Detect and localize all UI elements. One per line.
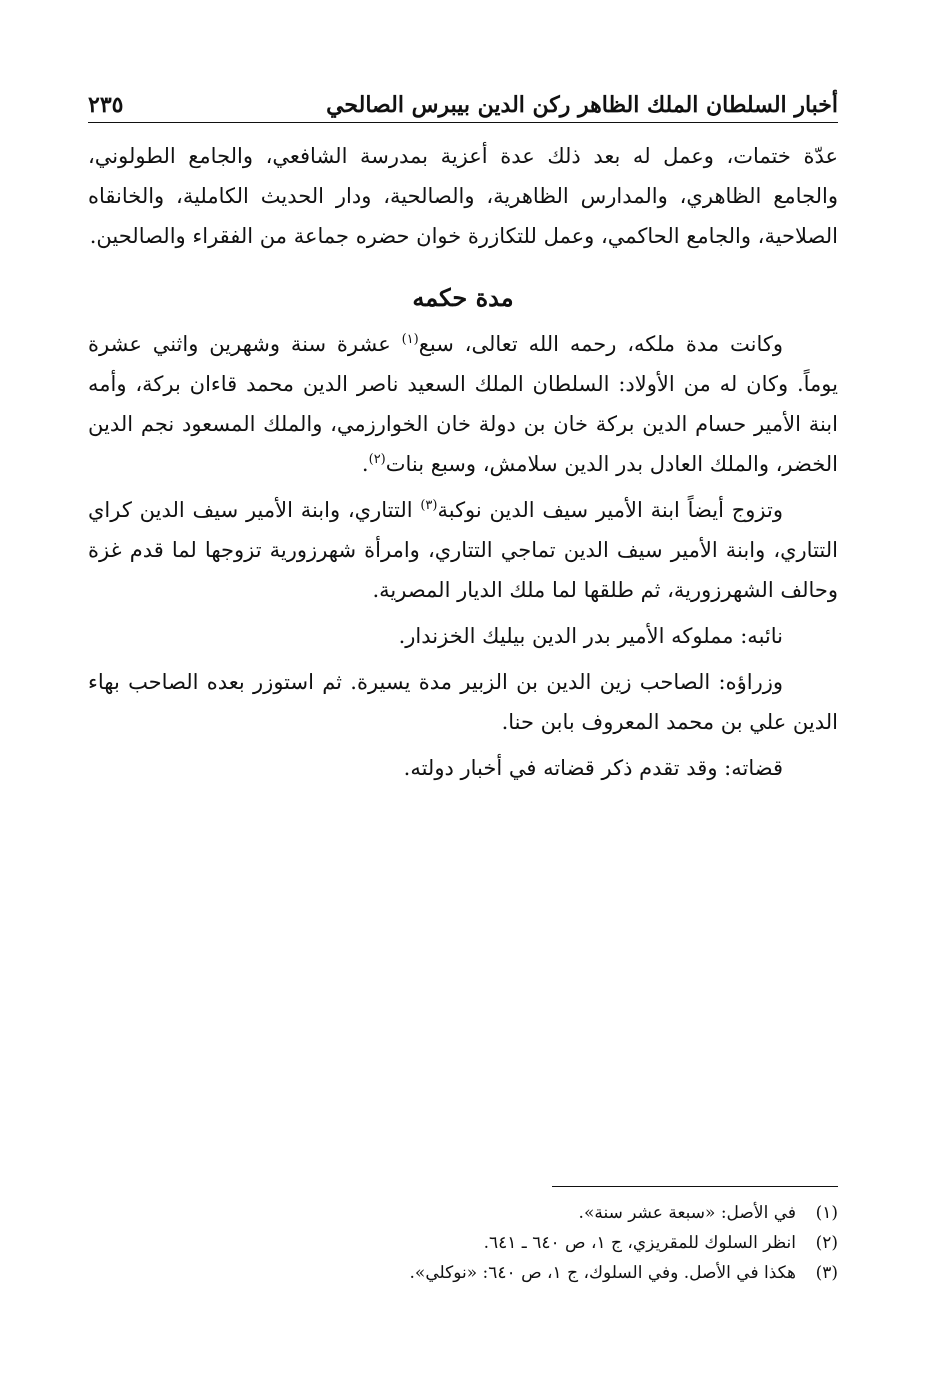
- page-header: [88, 82, 838, 123]
- footnote-divider: [552, 1186, 838, 1187]
- footnote: [88, 1258, 838, 1288]
- footnote-number: (١): [815, 1203, 838, 1223]
- section-heading: مدة حكمه: [412, 283, 514, 312]
- paragraph-text: عشرة سنة وشهرين واثني عشرة يوماً. وكان له من الأولاد: السلطان الملك السعيد ناصر الدين محمد قاءان بركة، وأمه ابنة الأمير حسام الدين بركة خان بن دولة خان الخوارزمي، والملك المسعود نجم الدين الخضر، والملك العادل بدر الدين سلامش، وسبع بنات: [88, 332, 838, 476]
- running-title: أخبار السلطان الملك الظاهر ركن الدين بيبرس الصالحي: [326, 92, 838, 118]
- footnote-ref: (٣): [420, 498, 438, 513]
- footnote: [88, 1228, 838, 1258]
- paragraph-marriages: [88, 490, 838, 610]
- paragraph-text: التتاري، وابنة الأمير سيف الدين كراي التتاري، وابنة الأمير سيف الدين تماجي التتاري، وامرأة شهرزورية تزوجها لما قدم غزة وحالف الشهرزورية، ثم طلقها لما ملك الديار المصرية.: [88, 498, 838, 602]
- paragraph-viziers: وزراؤه: الصاحب زين الدين بن الزبير مدة يسيرة. ثم استوزر بعده الصاحب بهاء الدين علي بن محمد المعروف بابن حنا.: [88, 670, 838, 734]
- paragraph-text: وكانت مدة ملكه، رحمه الله تعالى، سبع: [418, 332, 783, 356]
- paragraph-deputy: نائبه: مملوكه الأمير بدر الدين بيليك الخزندار.: [398, 624, 783, 648]
- footnote-text: في الأصل: «سبعة عشر سنة».: [578, 1203, 796, 1223]
- paragraph-text: .: [361, 452, 369, 476]
- footnote-number: (٢): [815, 1233, 838, 1253]
- footnote: [88, 1198, 838, 1228]
- paragraph-continuation: عدّة ختمات، وعمل له بعد ذلك عدة أعزية بمدرسة الشافعي، والجامع الطولوني، والجامع الظاهري، والمدارس الظاهرية، والصالحية، ودار الحديث الكاملية، والخانقاه الصلاحية، والجامع الحاكمي، وعمل للتكازرة خوان حضره جماعة من الفقراء والصالحين.: [88, 144, 838, 248]
- footnote-ref: (٢): [368, 452, 386, 467]
- paragraph-judges: قضاته: وقد تقدم ذكر قضاته في أخبار دولته.: [403, 756, 783, 780]
- footnote-text: هكذا في الأصل. وفي السلوك، ج ١، ص ٦٤٠: «نوكلي».: [409, 1263, 796, 1283]
- footnote-number: (٣): [815, 1263, 838, 1283]
- paragraph-text: وتزوج أيضاً ابنة الأمير سيف الدين نوكبة: [437, 498, 783, 522]
- footnotes: [88, 1198, 838, 1288]
- page-number: ٢٣٥: [88, 92, 124, 118]
- main-text: [88, 136, 838, 788]
- footnote-ref: (١): [401, 332, 419, 347]
- footnote-text: انظر السلوك للمقريزي، ج ١، ص ٦٤٠ ـ ٦٤١.: [483, 1233, 796, 1253]
- paragraph-reign: [88, 324, 838, 484]
